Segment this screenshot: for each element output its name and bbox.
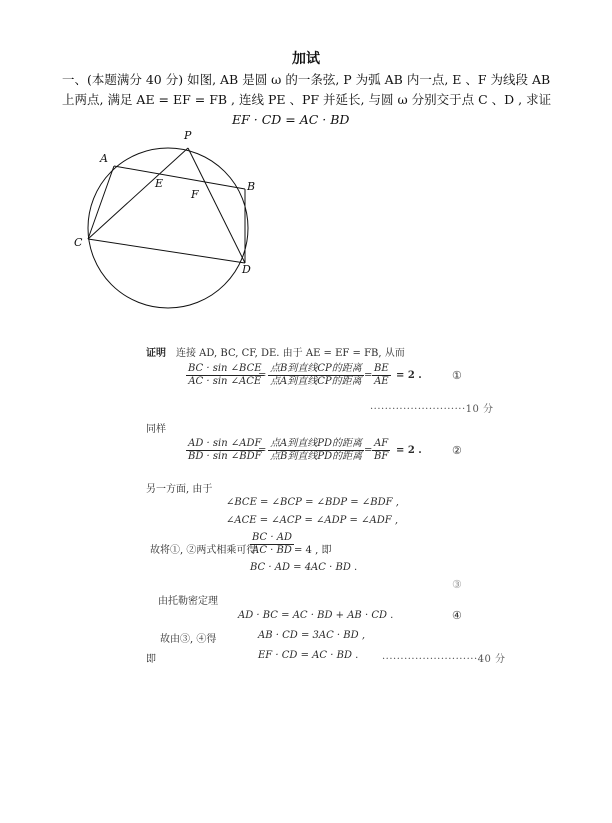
eq1-f2-den: 点A到直线CP的距离	[270, 376, 362, 387]
eq1-fraction-2	[268, 363, 364, 388]
eq2-f3-num: AF	[372, 438, 390, 451]
proof-intro: 连接 AD, BC, CF, DE. 由于 AE = EF = FB, 从而	[176, 348, 405, 359]
geometry-figure	[60, 122, 300, 312]
eq2-f2-num: 点A到直线PD的距离	[268, 438, 364, 451]
mult-num: BC · AD	[252, 532, 292, 543]
eq1-f2-num: 点B到直线CP的距离	[270, 363, 362, 374]
eq2-equals: =	[258, 445, 267, 456]
eq1-f1-num: BC · sin ∠BCE	[188, 363, 262, 374]
eq2-f3-den: BF	[374, 451, 389, 462]
therefore-text: 即	[146, 654, 156, 665]
mult-result: = 4 , 即	[294, 545, 332, 556]
proof-label: 证明	[146, 348, 166, 359]
from-34-text: 故由③, ④得	[160, 634, 217, 645]
eq3-mark: ③	[452, 578, 462, 591]
eq1-mark: ①	[452, 369, 462, 382]
eq2-equals-2: =	[364, 445, 373, 456]
score-10: ··························10 分	[370, 404, 494, 415]
problem-line-2: 上两点, 满足 AE = EF = FB , 连线 PE 、PF 并延长, 与圆 ω 分别交于点 C 、D , 求证	[62, 92, 552, 107]
eq2-fraction-2	[268, 438, 364, 463]
label-e: E	[155, 177, 164, 190]
eq1-result: = 2 .	[396, 370, 422, 381]
ptolemy-text: 由托勒密定理	[158, 596, 218, 607]
equation-4: AD · BC = AC · BD + AB · CD .	[238, 610, 394, 621]
segment-pd	[188, 148, 245, 263]
eq2-result: = 2 .	[396, 445, 422, 456]
score-40: ··························40 分	[382, 654, 506, 665]
eq2-mark: ②	[452, 444, 462, 457]
label-c: C	[74, 236, 83, 249]
angle-equality-1: ∠BCE = ∠BCP = ∠BDP = ∠BDF ,	[226, 497, 399, 508]
segment-cd	[88, 239, 245, 263]
eq1-fraction-3	[372, 363, 391, 388]
eq1-f3-den: AE	[374, 376, 389, 387]
other-hand-text: 另一方面, 由于	[146, 484, 213, 495]
angle-equality-2: ∠ACE = ∠ACP = ∠ADP = ∠ADF ,	[226, 515, 399, 526]
mult-den: AC · BD	[252, 545, 292, 556]
page-title: 加试	[292, 51, 320, 67]
problem-line-1: 一、(本题满分 40 分) 如图, AB 是圆 ω 的一条弦, P 为弧 AB 内一点, E 、F 为线段 AB	[62, 72, 551, 87]
label-d: D	[242, 263, 251, 276]
eq1-equals-2: =	[364, 370, 373, 381]
eq2-f1-num: AD · sin ∠ADF	[186, 438, 264, 451]
eq1-f3-num: BE	[374, 363, 389, 374]
label-a: A	[100, 152, 108, 165]
equation-3: BC · AD = 4AC · BD .	[250, 562, 358, 573]
eq2-f2-den: 点B到直线PD的距离	[270, 451, 363, 462]
label-f: F	[191, 188, 199, 201]
same-text: 同样	[146, 424, 166, 435]
eq2-fraction-1	[186, 438, 267, 463]
equation-6: EF · CD = AC · BD .	[258, 650, 359, 661]
eq2-f1-den: BD · sin ∠BDF	[188, 451, 262, 462]
eq4-mark: ④	[452, 609, 462, 622]
equation-5: AB · CD = 3AC · BD ,	[258, 630, 366, 641]
eq2-fraction-3	[372, 438, 390, 463]
problem-claim: EF · CD = AC · BD	[232, 112, 350, 127]
eq1-fraction-1	[186, 363, 267, 388]
multiply-text: 故将①, ②两式相乘可得	[150, 545, 257, 556]
label-b: B	[247, 180, 256, 193]
mult-fraction	[250, 532, 294, 557]
eq1-equals: =	[258, 370, 267, 381]
label-p: P	[184, 129, 192, 142]
chord-ab	[114, 166, 245, 189]
eq1-f1-den: AC · sin ∠ACE	[188, 376, 262, 387]
